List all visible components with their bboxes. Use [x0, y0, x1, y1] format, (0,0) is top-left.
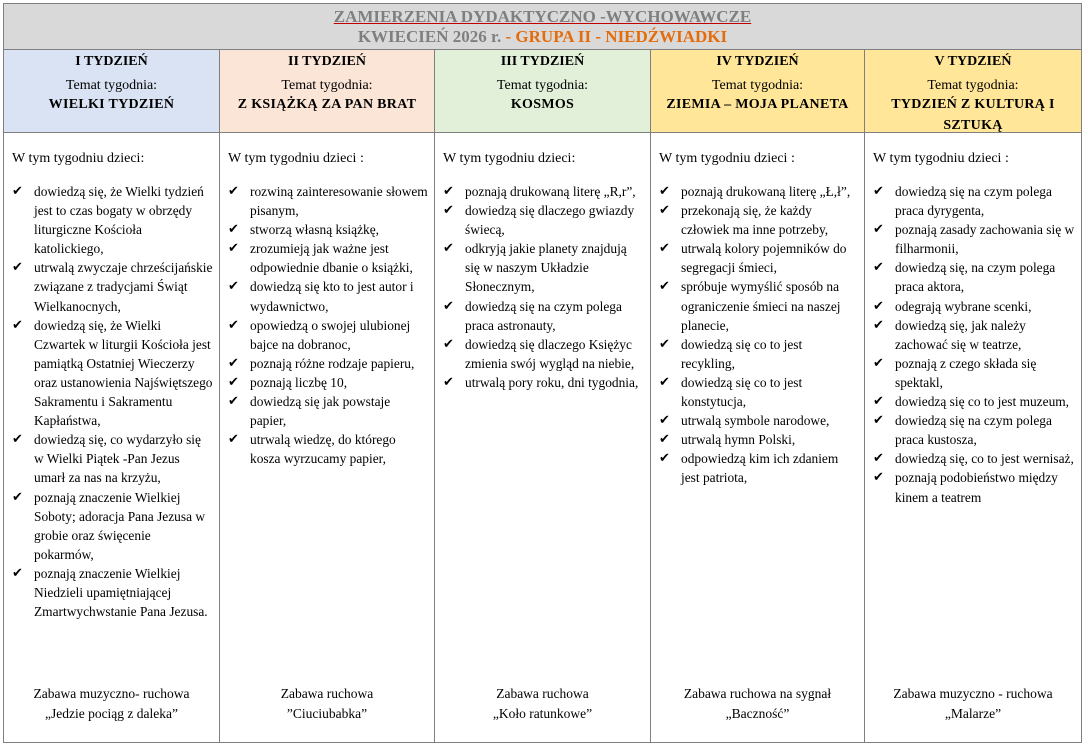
checkmark-icon: ✔: [12, 489, 23, 505]
goals-list: [443, 182, 644, 392]
week-topic: KOSMOS: [510, 97, 575, 112]
month-year: KWIECIEŃ 2026 r.: [357, 27, 502, 46]
list-item: ✔ poznają znaczenie Wielkiej Niedzieli upamiętniającej Zmartwychwstanie Pana Jezusa.: [12, 565, 208, 620]
topic-label: Temat tygodnia:: [65, 78, 158, 93]
weeks-table: [4, 50, 1081, 742]
list-item: ✔ dowiedzą się, że Wielki Czwartek w liturgii Kościoła jest pamiątką Ostatniej Wieczerzy oraz ustanowienia Najświętszego Sakramentu i Sakramentu Kapłaństwa,: [12, 317, 213, 429]
checkmark-icon: ✔: [659, 336, 670, 352]
list-item: ✔ dowiedzą się co to jest konstytucja,: [659, 374, 803, 410]
week-game: [865, 684, 1081, 724]
game-title: „Koło ratunkowe”: [492, 706, 593, 721]
checkmark-icon: ✔: [873, 451, 884, 467]
document-subtitle: [4, 27, 1081, 47]
list-item: ✔ przekonają się, że każdy człowiek ma inne potrzeby,: [659, 203, 829, 238]
goals-list: [659, 182, 858, 488]
checkmark-icon: ✔: [873, 260, 884, 276]
list-item: ✔ stworzą własną książkę,: [228, 220, 428, 239]
plan-sheet: [3, 3, 1082, 743]
list-item: ✔ dowiedzą się, co wydarzyło się w Wielki Piątek -Pan Jezus umarł za nas na krzyżu,: [12, 432, 201, 486]
checkmark-icon: ✔: [228, 355, 239, 371]
checkmark-icon: ✔: [228, 222, 239, 238]
week-game: [4, 684, 219, 724]
checkmark-icon: ✔: [873, 317, 884, 333]
list-item: ✔ poznają podobieństwo między kinem a teatrem: [873, 470, 1058, 505]
checkmark-icon: ✔: [12, 565, 23, 581]
checkmark-icon: ✔: [873, 394, 884, 410]
week-title: V TYDZIEŃ: [934, 54, 1012, 69]
checkmark-icon: ✔: [443, 241, 454, 257]
checkmark-icon: ✔: [659, 203, 670, 219]
goals-list: [873, 182, 1075, 507]
week-header-1: [4, 50, 219, 133]
list-item: ✔ poznają liczbę 10,: [228, 373, 428, 392]
list-item: ✔ spróbuje wymyślić sposób na ograniczenie śmieci na naszej planecie,: [659, 279, 841, 333]
week-header-2: [220, 50, 434, 133]
game-title: „Malarze”: [944, 706, 1002, 721]
week-intro: W tym tygodniu dzieci:: [12, 151, 145, 166]
checkmark-icon: ✔: [228, 184, 239, 199]
checkmark-icon: ✔: [228, 374, 239, 390]
week-intro: W tym tygodniu dzieci :: [228, 151, 364, 166]
game-title: ”Ciuciubabka”: [286, 706, 368, 721]
checkmark-icon: ✔: [443, 298, 454, 314]
game-type: Zabawa muzyczno - ruchowa: [893, 686, 1053, 701]
checkmark-icon: ✔: [228, 241, 239, 257]
checkmark-icon: ✔: [659, 374, 670, 390]
checkmark-icon: ✔: [228, 394, 239, 410]
list-item: ✔ dowiedzą się na czym polega praca kustosza,: [873, 413, 1052, 448]
week-column-3: [435, 50, 651, 742]
week-intro: W tym tygodniu dzieci :: [659, 151, 795, 166]
checkmark-icon: ✔: [873, 470, 884, 486]
list-item: ✔ utrwalą zwyczaje chrześcijańskie związane z tradycjami Świąt Wielkanocnych,: [12, 260, 213, 314]
week-game: [651, 684, 864, 724]
checkmark-icon: ✔: [12, 184, 23, 199]
game-type: Zabawa ruchowa: [280, 686, 374, 701]
checkmark-icon: ✔: [228, 279, 239, 295]
topic-label: Temat tygodnia:: [711, 78, 804, 93]
list-item: ✔ dowiedzą się dlaczego gwiazdy świecą,: [443, 203, 635, 238]
topic-label: Temat tygodnia:: [281, 78, 373, 93]
list-item: ✔ dowiedzą się, na czym polega praca aktora,: [873, 260, 1056, 295]
list-item: ✔ dowiedzą się co to jest muzeum,: [873, 392, 1075, 411]
list-item: ✔ odpowiedzą kim ich zdaniem jest patriota,: [659, 451, 839, 486]
list-item: ✔ dowiedzą się, że Wielki tydzień jest to czas bogaty w obrzędy liturgiczne Kościoła katolickiego,: [12, 184, 204, 257]
list-item: ✔ poznają drukowaną literę „Ł,ł”,: [659, 182, 858, 201]
checkmark-icon: ✔: [228, 432, 239, 448]
checkmark-icon: ✔: [873, 222, 884, 238]
group-name: - GRUPA II - NIEDŹWIADKI: [501, 27, 728, 46]
checkmark-icon: ✔: [873, 413, 884, 429]
list-item: ✔ dowiedzą się na czym polega praca dyrygenta,: [873, 184, 1052, 219]
checkmark-icon: ✔: [228, 317, 239, 333]
week-header-5: [865, 50, 1081, 133]
list-item: ✔ dowiedzą się dlaczego Księżyc zmienia swój wygląd na niebie,: [443, 336, 635, 371]
list-item: ✔ dowiedzą się na czym polega praca astronauty,: [443, 298, 622, 333]
game-title: „Baczność”: [725, 706, 790, 721]
list-item: ✔ zrozumieją jak ważne jest odpowiednie dbanie o książki,: [228, 241, 413, 276]
list-item: ✔ dowiedzą się kto to jest autor i wydawnictwo,: [228, 279, 414, 314]
game-title: „Jedzie pociąg z daleka”: [44, 706, 179, 721]
week-title: I TYDZIEŃ: [75, 54, 148, 69]
week-topic: ZIEMIA – MOJA PLANETA: [666, 97, 849, 112]
week-topic: TYDZIEŃ Z KULTURĄ I SZTUKĄ: [891, 97, 1055, 133]
week-intro: W tym tygodniu dzieci :: [873, 151, 1009, 166]
checkmark-icon: ✔: [659, 279, 670, 295]
checkmark-icon: ✔: [443, 184, 454, 199]
document-title: ZAMIERZENIA DYDAKTYCZNO -WYCHOWAWCZE: [333, 7, 752, 26]
checkmark-icon: ✔: [443, 336, 454, 352]
list-item: ✔ utrwalą wiedzę, do którego kosza wyrzucamy papier,: [228, 432, 396, 467]
list-item: ✔ rozwiną zainteresowanie słowem pisanym,: [228, 184, 428, 219]
list-item: ✔ utrwalą pory roku, dni tygodnia,: [443, 373, 644, 392]
week-game: [220, 684, 434, 724]
list-item: ✔ utrwalą hymn Polski,: [659, 430, 858, 449]
topic-label: Temat tygodnia:: [927, 78, 1019, 93]
list-item: ✔ dowiedzą się co to jest recykling,: [659, 336, 803, 371]
list-item: ✔ poznają zasady zachowania się w filharmonii,: [873, 222, 1075, 257]
game-type: Zabawa ruchowa na sygnał: [683, 686, 832, 701]
week-column-5: [865, 50, 1081, 742]
list-item: ✔ dowiedzą się, jak należy zachować się w teatrze,: [873, 317, 1026, 352]
list-item: ✔ opowiedzą o swojej ulubionej bajce na dobranoc,: [228, 317, 411, 352]
list-item: ✔ odkryją jakie planety znajdują się w naszym Układzie Słonecznym,: [443, 241, 627, 295]
checkmark-icon: ✔: [659, 413, 670, 429]
checkmark-icon: ✔: [443, 203, 454, 219]
week-header-4: [651, 50, 864, 133]
week-column-2: [220, 50, 435, 742]
document-header: [4, 4, 1081, 50]
checkmark-icon: ✔: [12, 260, 23, 276]
checkmark-icon: ✔: [443, 374, 454, 390]
week-title: III TYDZIEŃ: [500, 54, 585, 69]
checkmark-icon: ✔: [659, 432, 670, 448]
checkmark-icon: ✔: [12, 317, 23, 333]
checkmark-icon: ✔: [873, 184, 884, 199]
week-topic: WIELKI TYDZIEŃ: [48, 97, 175, 112]
list-item: ✔ poznają drukowaną literę „R,r”,: [443, 182, 644, 201]
goals-list: [12, 182, 213, 621]
week-column-4: [651, 50, 865, 742]
list-item: ✔ poznają różne rodzaje papieru,: [228, 354, 428, 373]
list-item: ✔ odegrają wybrane scenki,: [873, 297, 1075, 316]
checkmark-icon: ✔: [659, 241, 670, 257]
list-item: ✔ poznają znaczenie Wielkiej Soboty; adoracja Pana Jezusa w grobie oraz święcenie pokarmów,: [12, 489, 206, 562]
topic-label: Temat tygodnia:: [496, 78, 589, 93]
list-item: ✔ poznają z czego składa się spektakl,: [873, 355, 1037, 390]
checkmark-icon: ✔: [873, 355, 884, 371]
checkmark-icon: ✔: [12, 432, 23, 448]
week-column-1: [4, 50, 220, 742]
list-item: ✔ dowiedzą się, co to jest wernisaż,: [873, 449, 1075, 468]
week-title: IV TYDZIEŃ: [716, 54, 799, 69]
week-game: [435, 684, 650, 724]
week-topic: Z KSIĄŻKĄ ZA PAN BRAT: [237, 97, 417, 112]
checkmark-icon: ✔: [873, 298, 884, 314]
list-item: ✔ utrwalą kolory pojemników do segregacji śmieci,: [659, 241, 847, 276]
checkmark-icon: ✔: [659, 451, 670, 467]
checkmark-icon: ✔: [659, 184, 670, 199]
week-intro: W tym tygodniu dzieci:: [443, 151, 576, 166]
week-title: II TYDZIEŃ: [288, 54, 366, 69]
game-type: Zabawa muzyczno- ruchowa: [33, 686, 190, 701]
goals-list: [228, 182, 428, 468]
list-item: ✔ dowiedzą się jak powstaje papier,: [228, 394, 391, 429]
game-type: Zabawa ruchowa: [496, 686, 589, 701]
week-header-3: [435, 50, 650, 133]
list-item: ✔ utrwalą symbole narodowe,: [659, 411, 858, 430]
